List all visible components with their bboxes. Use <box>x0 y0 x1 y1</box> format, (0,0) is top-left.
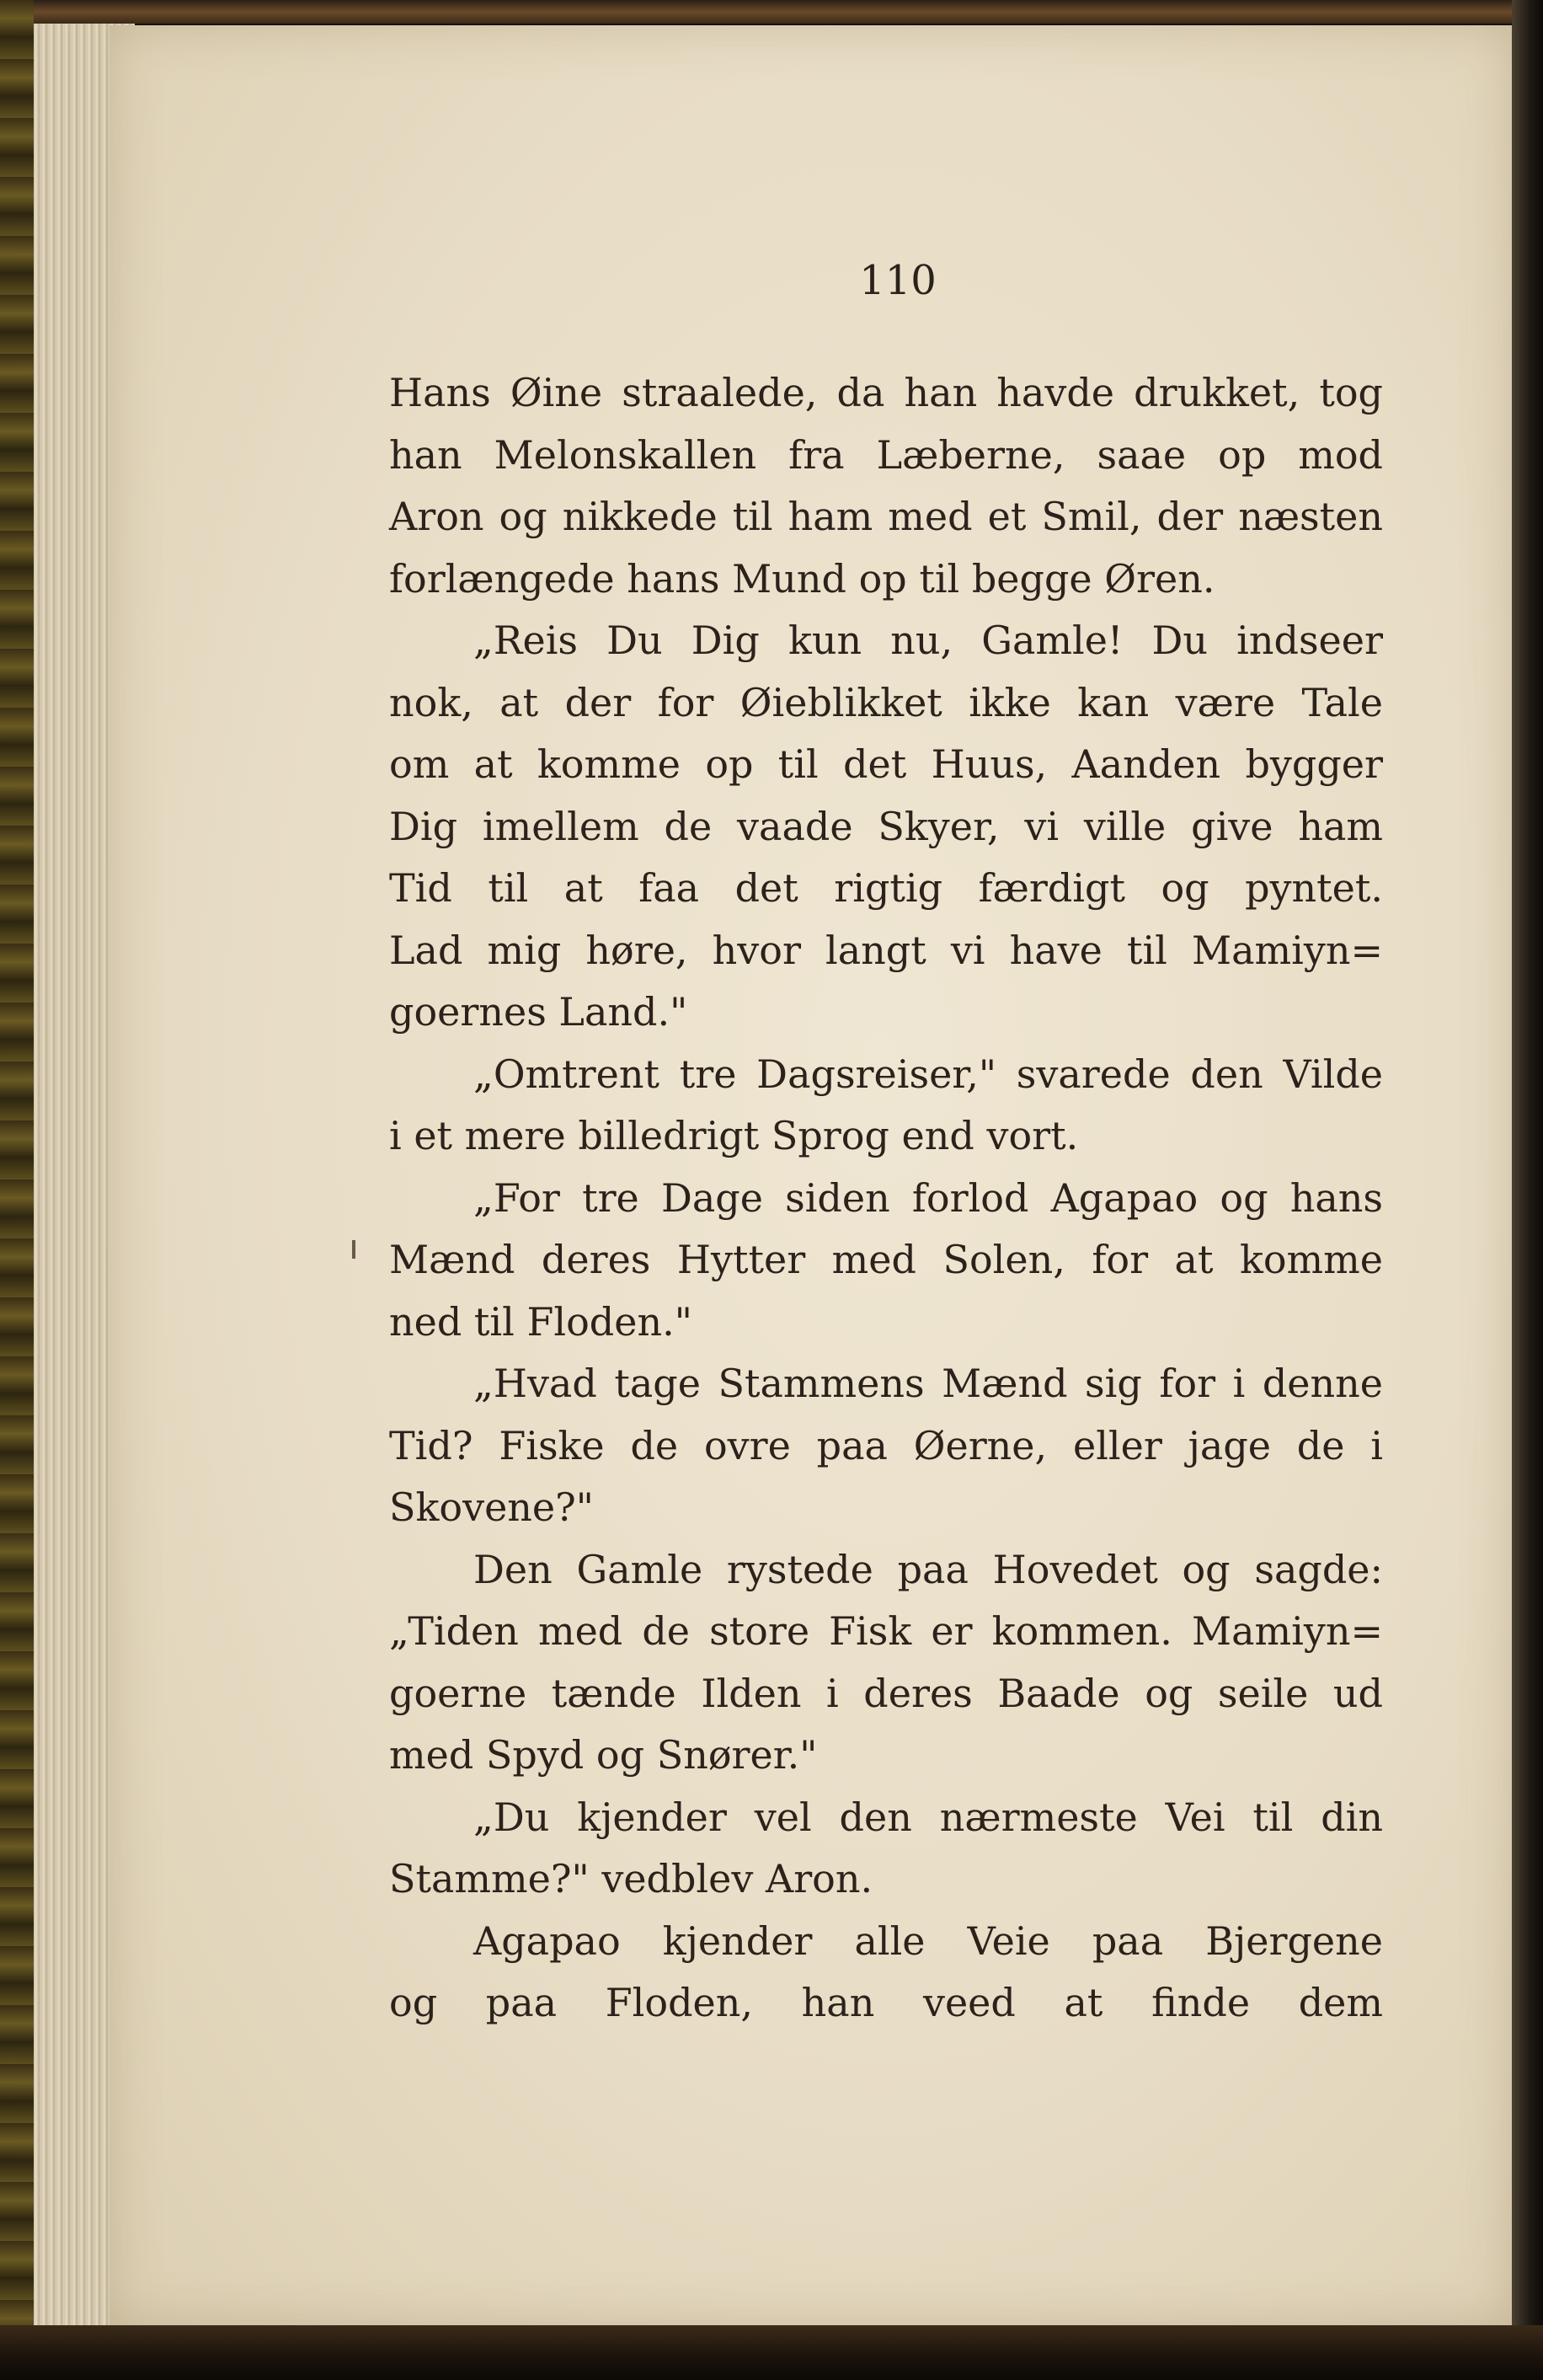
text-line: goerne tænde Ilden i deres Baade og seile ud <box>389 1670 1383 1716</box>
text-line: Tid? Fiske de ovre paa Øerne, eller jage de i <box>389 1422 1383 1468</box>
book-spine <box>0 0 34 2380</box>
text-line: og paa Floden, han veed at finde dem <box>389 1980 1383 2025</box>
text-line: Tid til at faa det rigtig færdigt og pyntet. <box>389 865 1383 911</box>
margin-mark <box>352 1240 355 1259</box>
text-line: Agapao kjender alle Veie paa Bjergene <box>473 1917 1383 1964</box>
text-line: Hans Øine straalede, da han havde drukket, tog <box>389 370 1383 415</box>
text-line: „For tre Dage siden forlod Agapao og hans <box>473 1174 1383 1221</box>
text-line: goernes Land." <box>389 989 688 1035</box>
text-line: „Tiden med de store Fisk er kommen. Mamiyn= <box>389 1608 1383 1654</box>
text-line: forlængede hans Mund op til begge Øren. <box>389 555 1215 602</box>
text-line: Stamme?" vedblev Aron. <box>389 1856 873 1901</box>
text-line: nok, at der for Øieblikket ikke kan være Tale <box>389 679 1383 725</box>
book-bottom-edge <box>0 2325 1543 2380</box>
text-line: med Spyd og Snører." <box>389 1732 818 1778</box>
text-line: Dig imellem de vaade Skyer, vi ville give ham <box>389 803 1383 849</box>
text-line: Aron og nikkede til ham med et Smil, der næsten <box>389 494 1383 539</box>
text-line: om at komme op til det Huus, Aanden bygger <box>389 741 1383 787</box>
text-line: „Omtrent tre Dagsreiser," svarede den Vilde <box>473 1051 1383 1097</box>
text-line: han Melonskallen fra Læberne, saae op mod <box>389 431 1383 478</box>
text-line: Lad mig høre, hvor langt vi have til Mamiyn= <box>389 927 1383 973</box>
body-text <box>389 362 1383 2035</box>
page-number: 110 <box>859 257 937 304</box>
text-line: Den Gamle rystede paa Hovedet og sagde: <box>473 1546 1383 1592</box>
text-line: i et mere billedrigt Sprog end vort. <box>389 1113 1079 1158</box>
text-line: Skovene?" <box>389 1484 594 1530</box>
book-right-edge <box>1512 0 1543 2380</box>
text-line: ned til Floden." <box>389 1298 692 1345</box>
text-line: „Reis Du Dig kun nu, Gamle! Du indseer <box>473 618 1383 663</box>
text-line: „Du kjender vel den nærmeste Vei til din <box>473 1794 1383 1840</box>
text-line: „Hvad tage Stammens Mænd sig for i denne <box>473 1361 1383 1406</box>
text-line: Mænd deres Hytter med Solen, for at komme <box>389 1237 1383 1282</box>
book-top-edge <box>0 0 1543 24</box>
